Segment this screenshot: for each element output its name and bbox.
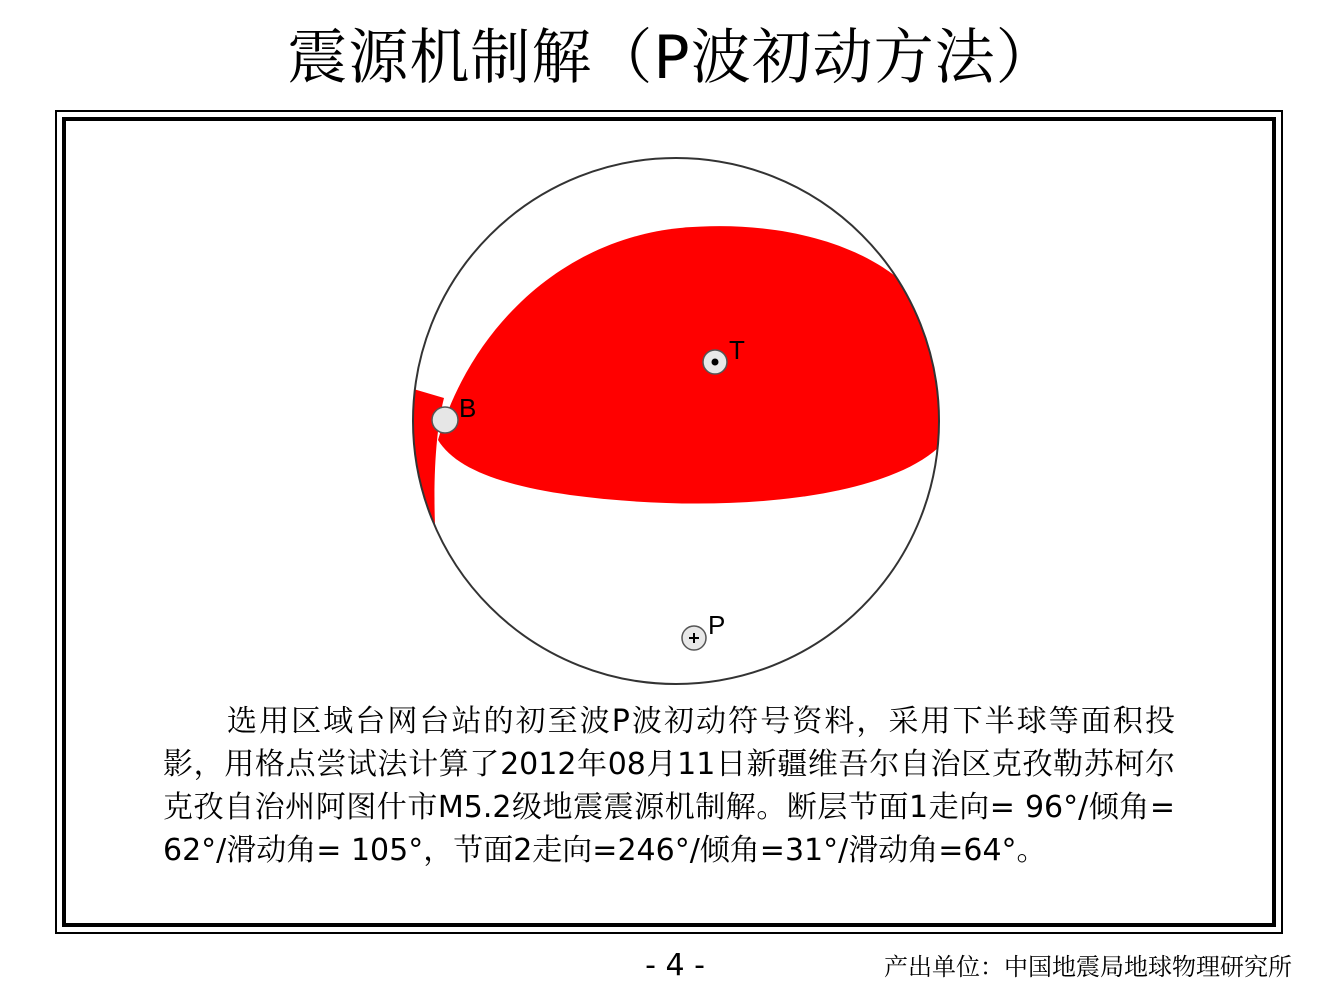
mechanism-description <box>163 700 1175 872</box>
b-axis-marker <box>432 407 458 433</box>
t-axis-marker <box>703 350 727 374</box>
t-axis-label: T <box>729 335 745 365</box>
b-axis-label: B <box>459 393 477 423</box>
description-text: 选用区域台网台站的初至波P波初动符号资料，采用下半球等面积投影，用格点尝试法计算了2012年08月11日新疆维吾尔自治区克孜勒苏柯尔克孜自治州阿图什市M5.2级地震震源机制解。断层节面1走向= 96°/倾角= 62°/滑动角= 105°，节面2走向=246°/倾角=31°/滑动角=64°。 <box>163 704 1175 868</box>
p-axis-label: P <box>708 610 726 640</box>
page-number: - 4 - <box>645 948 705 983</box>
producer-credit: 产出单位：中国地震局地球物理研究所 <box>884 953 1292 981</box>
page-title: 震源机制解（P波初动方法） <box>287 23 1057 93</box>
p-axis-marker <box>682 626 706 650</box>
